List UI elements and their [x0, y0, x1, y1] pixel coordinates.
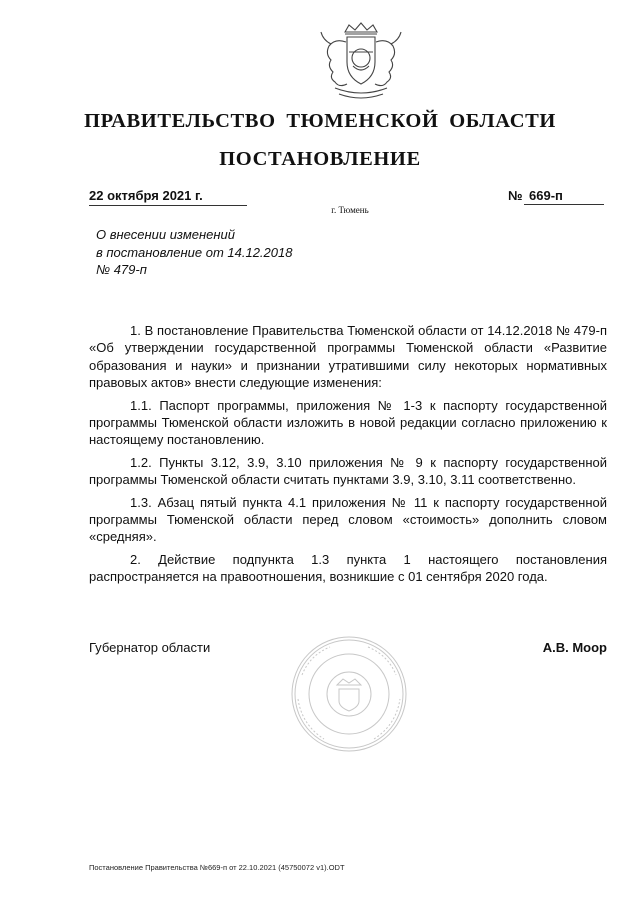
city-label: г. Тюмень	[331, 205, 369, 215]
paragraph-2: 2. Действие подпункта 1.3 пункта 1 настоящего постановления распространяется на правоотношения, возникшие с 01 сентября 2020 года.	[89, 551, 607, 585]
subject-line: № 479-п	[96, 262, 147, 277]
signatory-role: Губернатор области	[89, 640, 211, 655]
signatory-name: А.В. Моор	[542, 640, 607, 655]
subject-line: О внесении изменений	[96, 227, 235, 242]
paragraph-1-1: 1.1. Паспорт программы, приложения № 1-3 к паспорту государственной программы Тюменской области изложить в новой редакции согласно приложению к настоящему постановлению.	[89, 397, 607, 448]
document-number	[508, 188, 604, 205]
coat-of-arms-icon	[305, 22, 417, 104]
government-title: ПРАВИТЕЛЬСТВО ТЮМЕНСКОЙ ОБЛАСТИ	[84, 110, 556, 132]
paragraph-1: 1. В постановление Правительства Тюменской области от 14.12.2018 № 479-п «Об утверждении государственной программы Тюменской области «Развитие образования и науки» и признании утратившими силу некоторых нормативных правовых актов» внести следующие изменения:	[89, 323, 607, 391]
document-subject	[96, 226, 356, 279]
paragraph-1-2: 1.2. Пункты 3.12, 3.9, 3.10 приложения № 9 к паспорту государственной программы Тюменской области считать пунктами 3.9, 3.10, 3.11 соответственно.	[89, 454, 607, 488]
official-seal-icon	[290, 635, 408, 753]
paragraph-1-3: 1.3. Абзац пятый пункта 4.1 приложения № 11 к паспорту государственной программы Тюменской области перед словом «стоимость» дополнить словом «средняя».	[89, 494, 607, 545]
document-date: 22 октября 2021 г.	[89, 188, 247, 206]
document-body	[89, 322, 607, 591]
subject-line: в постановление от 14.12.2018	[96, 244, 293, 260]
document-type: ПОСТАНОВЛЕНИЕ	[219, 148, 421, 170]
document-footer: Постановление Правительства №669-п от 22.10.2021 (45750072 v1).ODT	[89, 863, 345, 872]
number-sign: №	[508, 188, 523, 203]
number-value: 669-п	[524, 188, 604, 205]
